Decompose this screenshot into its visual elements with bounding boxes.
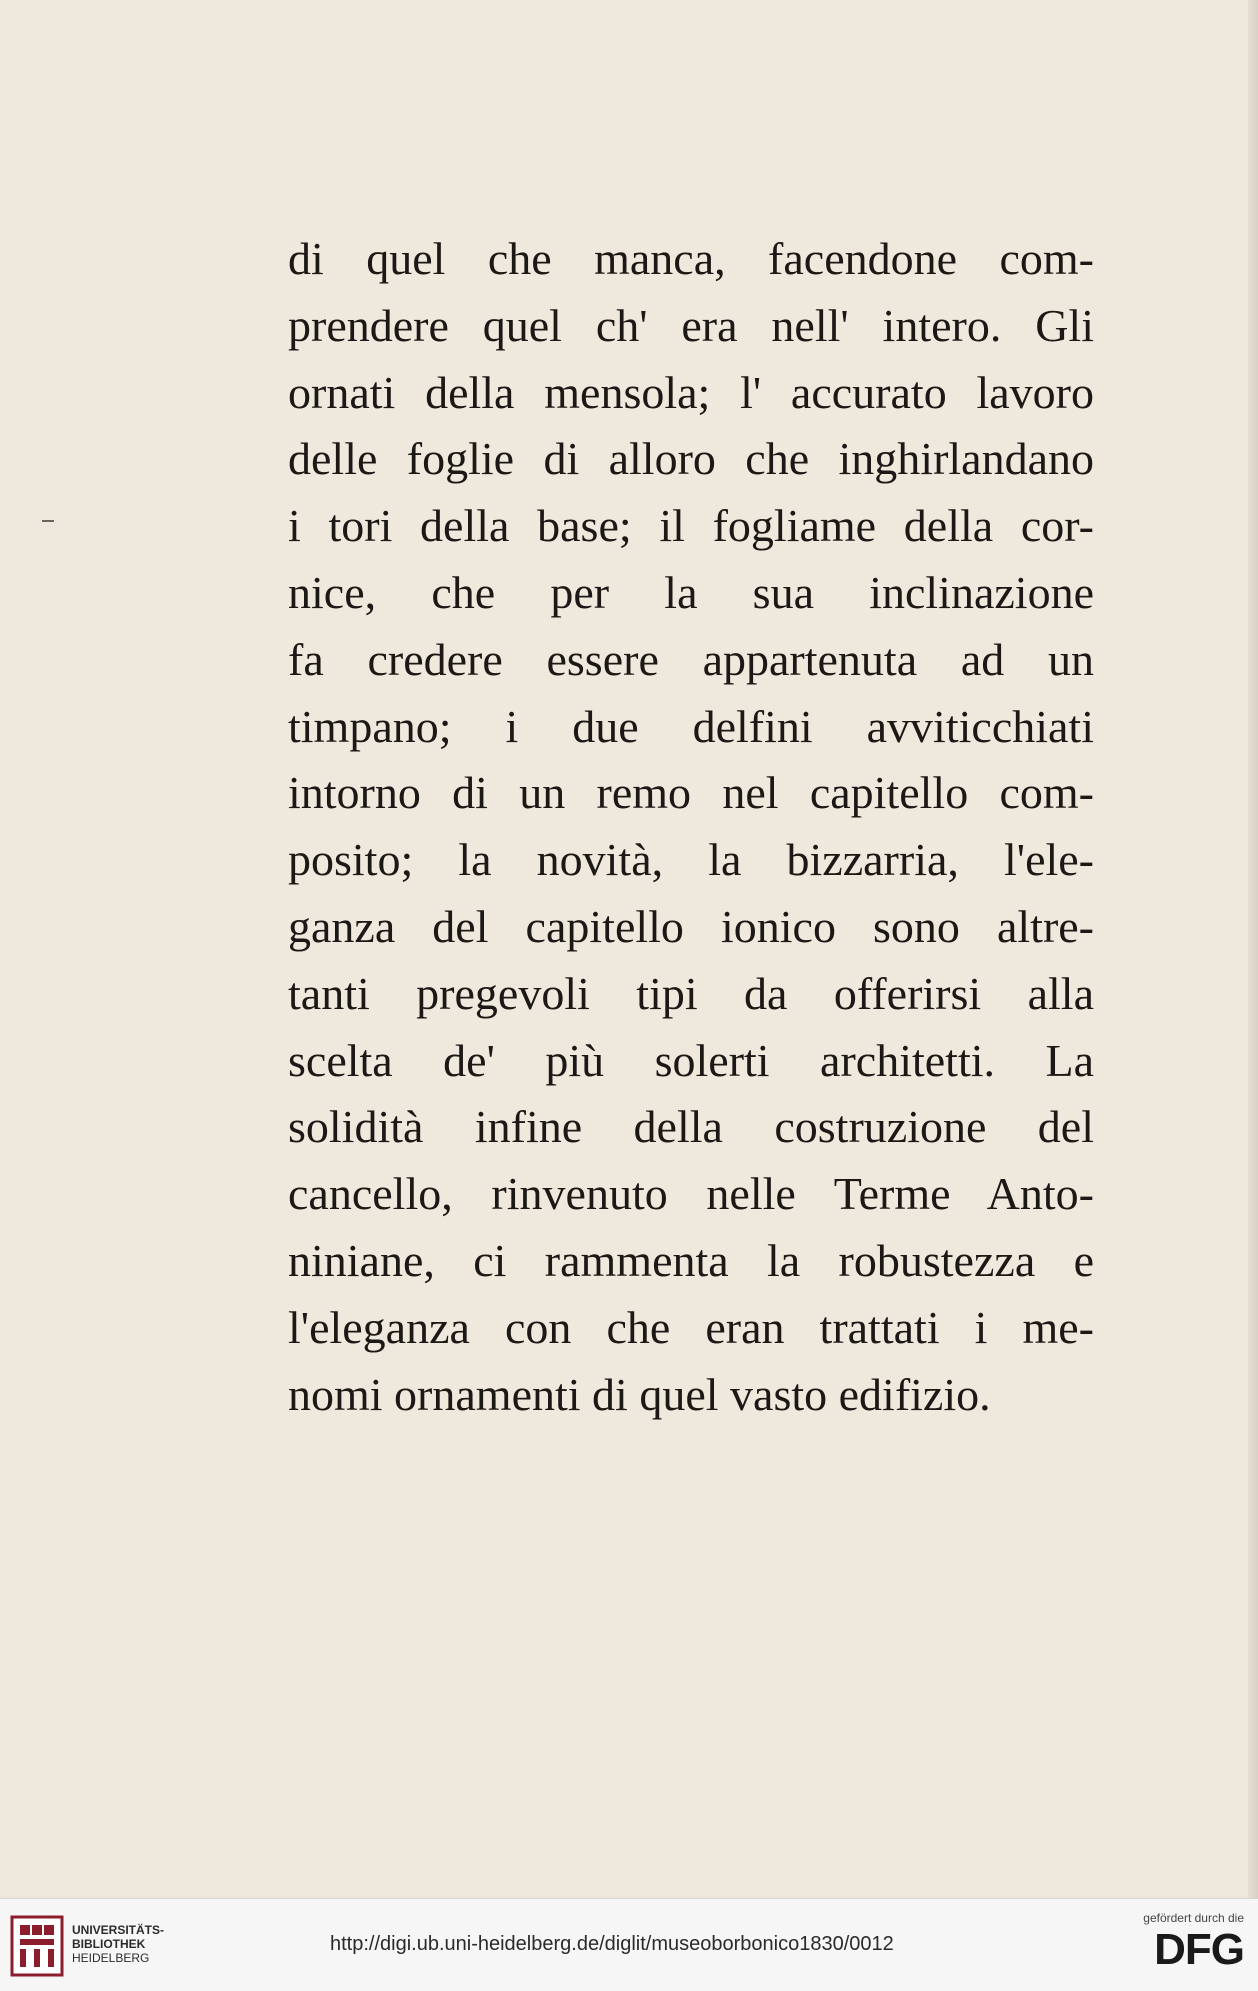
text-line: niniane, ci rammenta la robustezza e — [288, 1234, 1094, 1286]
text-line: i tori della base; il fogliame della cor- — [288, 500, 1094, 552]
funding-caption: gefördert durch die — [1143, 1911, 1244, 1925]
funding-logo[interactable] — [1108, 1911, 1244, 1983]
margin-mark — [42, 520, 54, 522]
text-line: scelta de' più solerti architetti. La — [288, 1034, 1094, 1086]
text-line: ganza del capitello ionico sono altre- — [288, 900, 1094, 952]
body-text — [288, 226, 1094, 1428]
text-line: nice, che per la sua inclinazione — [288, 566, 1094, 618]
text-line: intorno di un remo nel capitello com- — [288, 767, 1094, 819]
text-line: cancello, rinvenuto nelle Terme Anto- — [288, 1168, 1094, 1220]
library-name-line: HEIDELBERG — [72, 1951, 150, 1965]
library-name-line: UNIVERSITÄTS- — [72, 1923, 165, 1937]
library-name — [72, 1923, 164, 1965]
text-line: prendere quel ch' era nell' intero. Gli — [288, 299, 1094, 351]
text-line: nomi ornamenti di quel vasto edifizio. — [288, 1368, 991, 1420]
text-line: delle foglie di alloro che inghirlandano — [288, 433, 1094, 485]
library-seal-icon — [10, 1915, 64, 1977]
text-line: di quel che manca, facendone com- — [288, 233, 1094, 284]
dfg-logo: DFG — [1154, 1925, 1244, 1974]
permalink[interactable]: http://digi.ub.uni-heidelberg.de/diglit/museoborbonico1830/0012 — [330, 1933, 894, 1955]
text-line: fa credere essere appartenuta ad un — [288, 633, 1094, 685]
footer-bar — [0, 1898, 1258, 1991]
text-line: l'eleganza con che eran trattati i me- — [288, 1301, 1094, 1353]
page-edge — [1248, 0, 1258, 1898]
text-line: posito; la novità, la bizzarria, l'ele- — [288, 834, 1094, 886]
text-line: tanti pregevoli tipi da offerirsi alla — [288, 967, 1094, 1019]
library-logo[interactable] — [10, 1909, 172, 1981]
library-name-line: BIBLIOTHEK — [72, 1937, 146, 1951]
text-line: ornati della mensola; l' accurato lavoro — [288, 366, 1094, 418]
text-line: timpano; i due delfini avviticchiati — [288, 700, 1094, 752]
text-line: solidità infine della costruzione del — [288, 1101, 1094, 1153]
